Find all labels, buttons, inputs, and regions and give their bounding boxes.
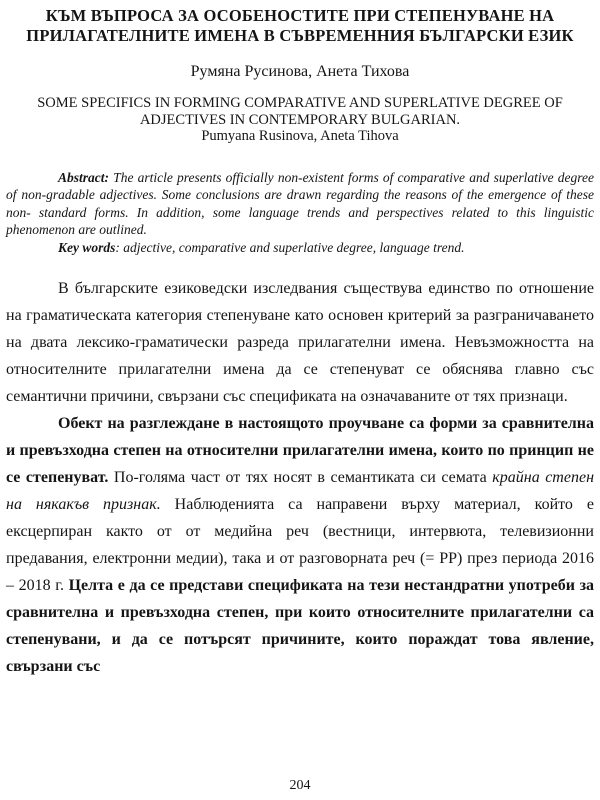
keywords-label: Key words (58, 239, 116, 255)
paragraph2-bold-goal-statement: Целта е да се представи спецификата на тези нестандратни употреби за сравнителна и превъзходна степен, при които относителните прилагателни са степенувани, и да се потърсят причините, които пораждат това явление, свързани със (6, 577, 594, 676)
article-body (4, 275, 596, 680)
keywords-text: : adjective, comparative and superlative degree, language trend. (115, 239, 465, 255)
body-paragraph-2 (6, 410, 594, 680)
paragraph2-italic-term: крайна степен на някакъв признак. (6, 469, 595, 514)
paragraph2-regular-segment-1: По-голяма част от тях носят в семантиката си семата (108, 469, 493, 487)
keywords-line (6, 239, 594, 257)
paragraph2-regular-segment-2: Наблюденията са направени върху материал, който е ексцерпиран както от от медийна реч (вестници, интервюта, телевизионни предавания, електронни медии), така и от разговорната реч (= РР) през периода 2016 – 2018 г. (6, 496, 594, 595)
article-title-english: SOME SPECIFICS IN FORMING COMPARATIVE AND SUPERLATIVE DEGREE OF ADJECTIVES IN CONTEMPORARY BULGARIAN. (37, 95, 563, 128)
abstract-paragraph (6, 169, 594, 239)
body-paragraph-1: В българските езиковедски изследвания съществува единство по отношение на граматическата категория степенуване като основен критерий за разграничаването на двата лексико-граматически разреда прилагателни имена. Невъзможността на относителните прилагателни имена да се степенуват се обяснява главно със семантични причини, свързани със спецификата на означаваните от тях признаци. (6, 280, 594, 406)
paragraph2-bold-object-statement: Обект на разглеждане в настоящото проучване са форми за сравнителна и превъзходна степен на относителни прилагателни имена, които по принцип не се степенуват. (6, 415, 594, 487)
abstract-label: Abstract: (58, 169, 110, 185)
authors-english: Pumyana Rusinova, Aneta Tihova (201, 128, 399, 144)
authors-bulgarian: Румяна Русинова, Анета Тихова (190, 63, 410, 80)
abstract-section (4, 169, 596, 257)
article-title-bulgarian: КЪМ ВЪПРОСА ЗА ОСОБЕНОСТИТЕ ПРИ СТЕПЕНУВАНЕ НА ПРИЛАГАТЕЛНИТЕ ИМЕНА В СЪВРЕМЕННИЯ БЪЛГАРСКИ ЕЗИК (26, 6, 574, 45)
abstract-text: The article presents officially non-existent forms of comparative and superlative degree of non-gradable adjectives. Some conclusions are drawn regarding the reasons of the emergence of these non- standard forms. In addition, some language trends and perspectives related to this linguistic phenomenon are outlined. (6, 169, 594, 238)
page-number: 204 (289, 778, 311, 793)
